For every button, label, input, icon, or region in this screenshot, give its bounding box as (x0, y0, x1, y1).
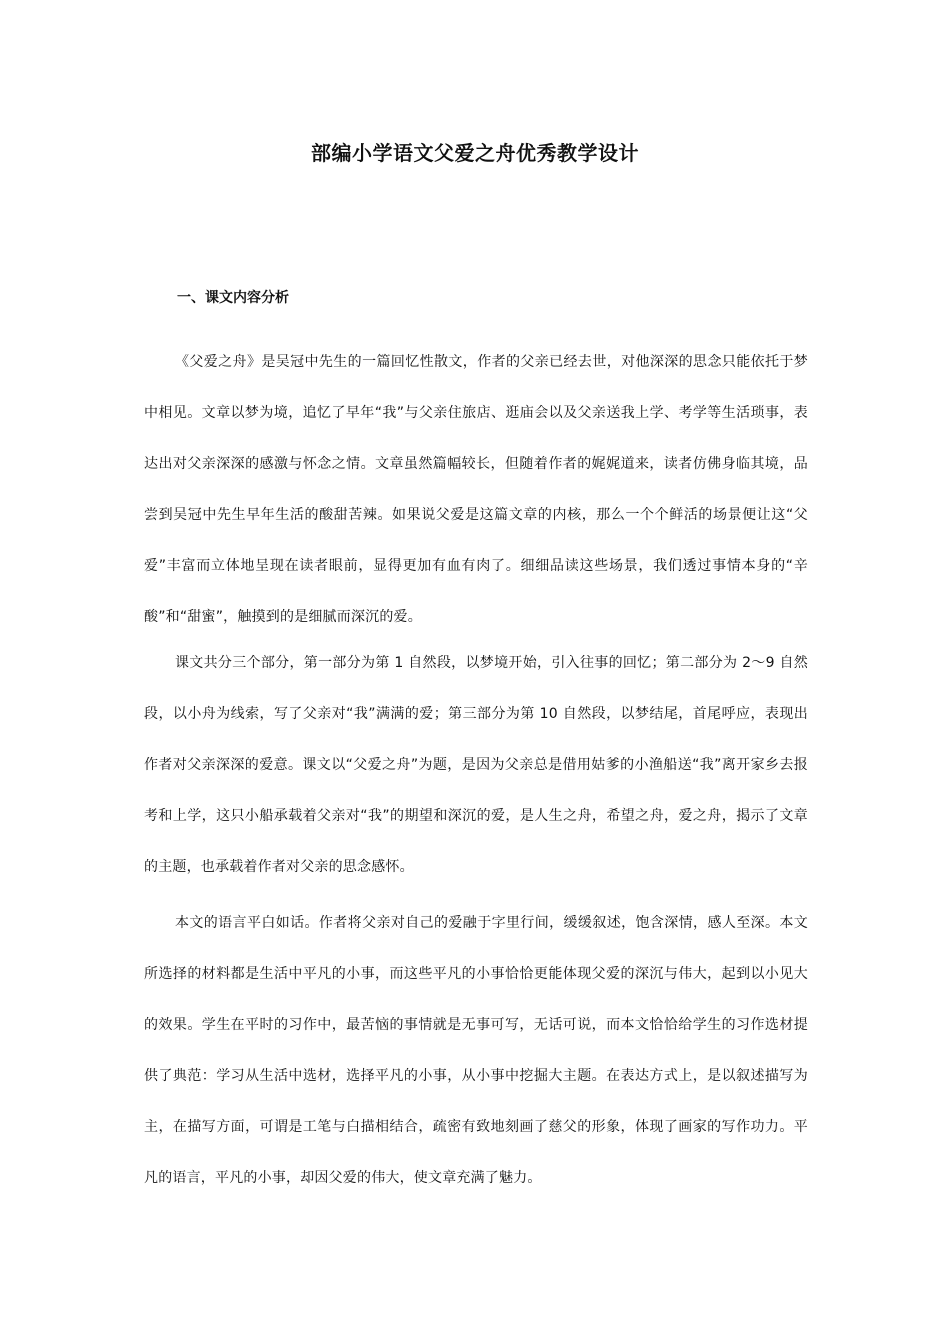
paragraph-1: 《父爱之舟》是吴冠中先生的一篇回忆性散文，作者的父亲已经去世，对他深深的思念只能依托于梦中相见。文章以梦为境，追忆了早年“我”与父亲住旅店、逛庙会以及父亲送我上学、考学等生活琐事，表达出对父亲深深的感激与怀念之情。文章虽然篇幅较长，但随着作者的娓娓道来，读者仿佛身临其境，品尝到吴冠中先生早年生活的酸甜苦辣。如果说父爱是这篇文章的内核，那么一个个鲜活的场景便让这“父爱”丰富而立体地呈现在读者眼前，显得更加有血有肉了。细细品读这些场景，我们透过事情本身的“辛酸”和“甜蜜”，触摸到的是细腻而深沉的爱。 (144, 354, 808, 625)
section-heading: 一、课文内容分析 (177, 290, 289, 306)
document-title: 部编小学语文父爱之舟优秀教学设计 (311, 141, 639, 165)
paragraph-2: 课文共分三个部分，第一部分为第 1 自然段，以梦境开始，引入往事的回忆；第二部分为 2～9 自然段，以小舟为线索，写了父亲对“我”满满的爱；第三部分为第 10 自然段，以梦结尾，首尾呼应，表现出作者对父亲深深的爱意。课文以“父爱之舟”为题，是因为父亲总是借用姑爹的小渔船送“我”离开家乡去报考和上学，这只小船承载着父亲对“我”的期望和深沉的爱，是人生之舟，希望之舟，爱之舟，揭示了文章的主题，也承载着作者对父亲的思念感怀。 (144, 655, 808, 875)
paragraph-3: 本文的语言平白如话。作者将父亲对自己的爱融于字里行间，缓缓叙述，饱含深情，感人至深。本文所选择的材料都是生活中平凡的小事，而这些平凡的小事恰恰更能体现父爱的深沉与伟大，起到以小见大的效果。学生在平时的习作中，最苦恼的事情就是无事可写，无话可说，而本文恰恰给学生的习作选材提供了典范：学习从生活中选材，选择平凡的小事，从小事中挖掘大主题。在表达方式上，是以叙述描写为主，在描写方面，可谓是工笔与白描相结合，疏密有致地刻画了慈父的形象，体现了画家的写作功力。平凡的语言，平凡的小事，却因父爱的伟大，使文章充满了魅力。 (144, 915, 808, 1186)
